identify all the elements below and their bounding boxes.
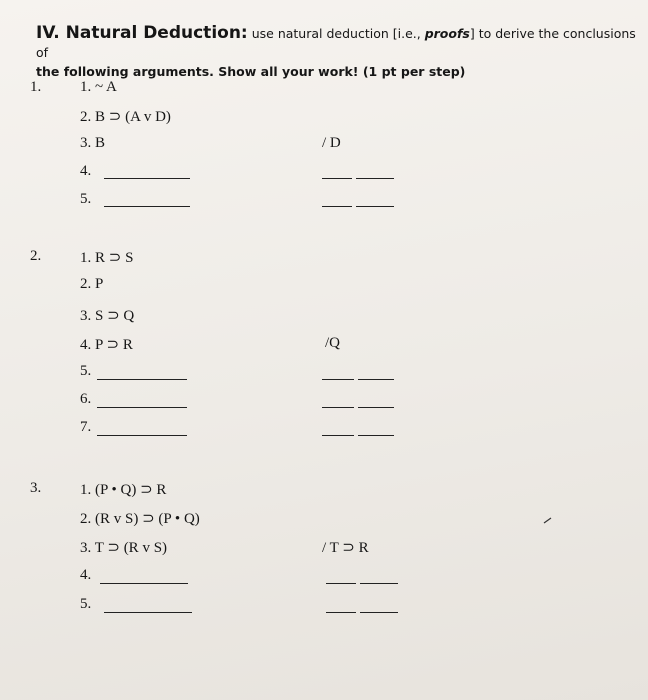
step-answer-blank[interactable] (104, 178, 190, 179)
premise-line: 1. ~ A (80, 79, 117, 95)
section-header (36, 24, 641, 81)
step-answer-blank[interactable] (104, 612, 192, 613)
premise-line: 3. S ⊃ Q (80, 308, 135, 324)
premise-line: 3. B (80, 135, 106, 151)
problem-number: 1. (30, 79, 42, 95)
premise-line: 1. R ⊃ S (80, 250, 134, 266)
premise-line: 2. B ⊃ (A v D) (80, 109, 171, 125)
instructions-part-b: ] to derive the conclusions of (36, 26, 636, 60)
step-number: 4. (80, 163, 92, 179)
step-number: 5. (80, 191, 92, 207)
instructions-line-2: the following arguments. Show all your work! (1 pt per step) (36, 64, 466, 79)
step-answer-blank[interactable] (97, 435, 187, 436)
header-line-1 (36, 24, 641, 62)
step-answer-blank[interactable] (100, 583, 188, 584)
premise-line: 3. T ⊃ (R v S) (80, 540, 168, 556)
premise-line: 2. P (80, 276, 104, 292)
problem-number: 3. (30, 480, 42, 496)
premise-line: 2. (R v S) ⊃ (P • Q) (80, 511, 200, 527)
premise-line: 1. (P • Q) ⊃ R (80, 482, 167, 498)
premise-line: 4. P ⊃ R (80, 337, 133, 353)
step-number: 5. (80, 596, 92, 612)
instructions-emphasis: proofs (424, 26, 470, 41)
step-answer-blank[interactable] (97, 379, 187, 380)
step-number: 5. (80, 363, 92, 379)
step-answer-blank[interactable] (104, 206, 190, 207)
conclusion: / T ⊃ R (322, 540, 369, 556)
step-number: 7. (80, 419, 92, 435)
stray-pen-mark (542, 514, 556, 526)
conclusion: /Q (325, 335, 340, 351)
instructions-part-a: use natural deduction [i.e., (251, 26, 425, 41)
step-number: 4. (80, 567, 92, 583)
problem-number: 2. (30, 248, 42, 264)
section-title: IV. Natural Deduction: (36, 23, 248, 43)
conclusion: / D (322, 135, 341, 151)
step-number: 6. (80, 391, 92, 407)
step-answer-blank[interactable] (97, 407, 187, 408)
